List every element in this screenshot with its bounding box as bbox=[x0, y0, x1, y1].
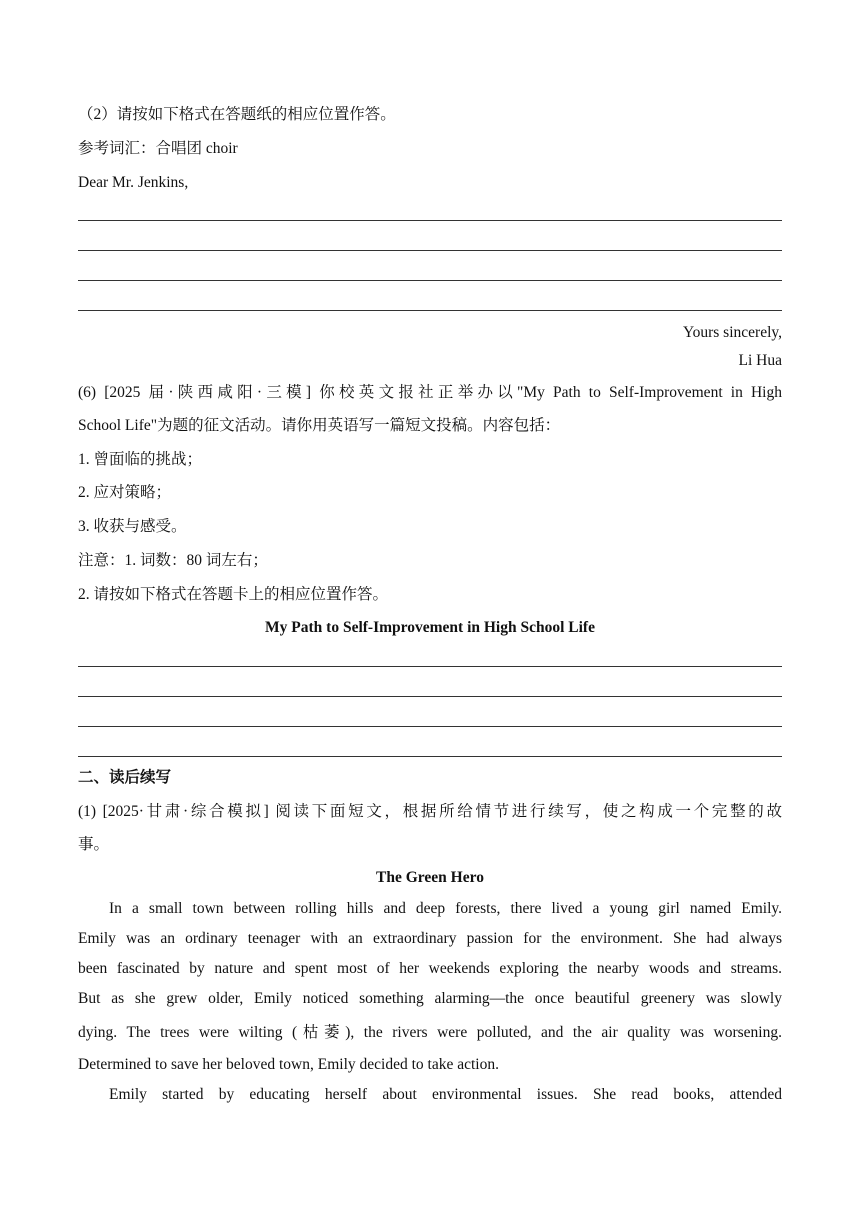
writing-line bbox=[78, 280, 782, 281]
continuation-prompt-line: 事。 bbox=[78, 836, 110, 853]
essay-prompt-line: (6) [2025 届·陕西咸阳·三模] 你校英文报社正举办以"My Path to Self-Improvement in High bbox=[78, 384, 782, 401]
content-item: 2. 应对策略； bbox=[78, 484, 172, 501]
story-line: been fascinated by nature and spent most of her weekends exploring the nearby woods and streams. bbox=[78, 960, 782, 977]
note-word-count: 注意：1. 词数：80 词左右； bbox=[78, 552, 268, 569]
letter-signature: Li Hua bbox=[738, 352, 782, 369]
letter-salutation: Dear Mr. Jenkins, bbox=[78, 174, 189, 191]
writing-line bbox=[78, 696, 782, 697]
story-line: Determined to save her beloved town, Emily decided to take action. bbox=[78, 1056, 499, 1073]
continuation-prompt-line: (1) [2025·甘肃·综合模拟] 阅读下面短文，根据所给情节进行续写，使之构成一个完整的故 bbox=[78, 803, 782, 820]
answer-format-instruction: （2）请按如下格式在答题纸的相应位置作答。 bbox=[78, 106, 396, 123]
story-line: Emily started by educating herself about environmental issues. She read books, attended bbox=[109, 1086, 782, 1103]
writing-line bbox=[78, 310, 782, 311]
writing-line bbox=[78, 220, 782, 221]
story-line: Emily was an ordinary teenager with an extraordinary passion for the environment. She had always bbox=[78, 930, 782, 947]
writing-line bbox=[78, 666, 782, 667]
writing-line bbox=[78, 250, 782, 251]
story-line: dying. The trees were wilting (枯萎), the rivers were polluted, and the air quality was worsening. bbox=[78, 1024, 782, 1041]
reference-vocabulary: 参考词汇：合唱团 choir bbox=[78, 140, 238, 157]
section-heading: 二、读后续写 bbox=[78, 769, 172, 786]
story-line: In a small town between rolling hills and deep forests, there lived a young girl named Emily. bbox=[109, 900, 782, 917]
content-item: 3. 收获与感受。 bbox=[78, 518, 187, 535]
writing-line bbox=[78, 726, 782, 727]
writing-line bbox=[78, 756, 782, 757]
story-line: But as she grew older, Emily noticed something alarming—the once beautiful greenery was slowly bbox=[78, 990, 782, 1007]
letter-closing: Yours sincerely, bbox=[682, 324, 782, 341]
essay-title: My Path to Self-Improvement in High School Life bbox=[265, 619, 595, 636]
note-format: 2. 请按如下格式在答题卡上的相应位置作答。 bbox=[78, 586, 389, 603]
essay-prompt-line: School Life"为题的征文活动。请你用英语写一篇短文投稿。内容包括： bbox=[78, 417, 561, 434]
content-item: 1. 曾面临的挑战； bbox=[78, 451, 203, 468]
story-title: The Green Hero bbox=[376, 869, 484, 886]
